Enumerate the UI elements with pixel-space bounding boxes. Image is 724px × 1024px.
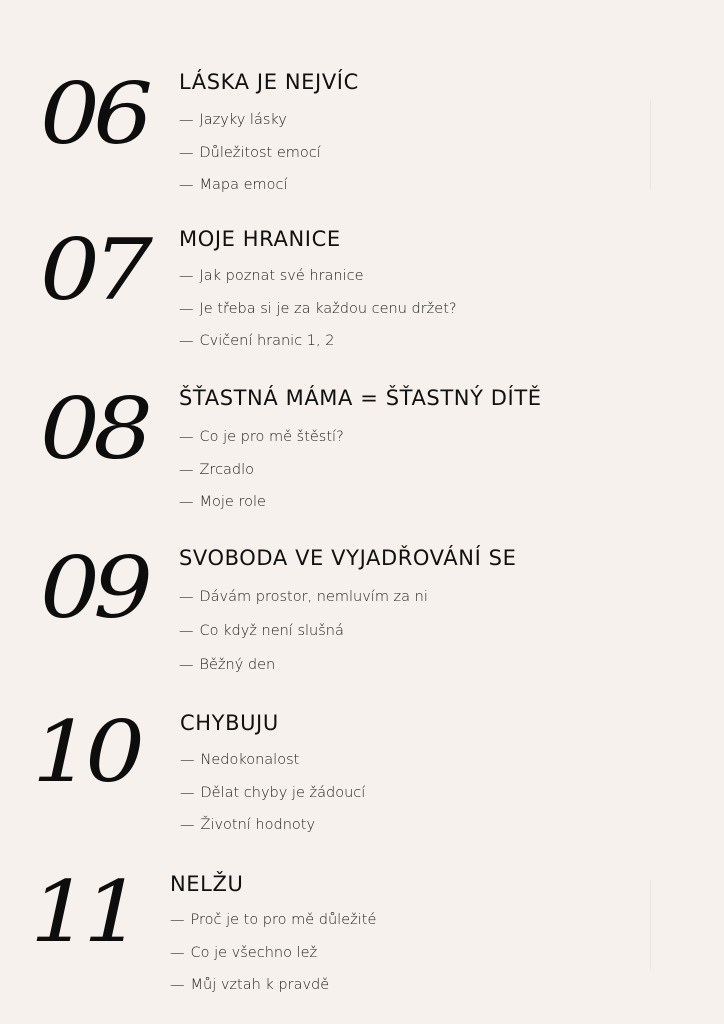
list-item xyxy=(179,655,428,689)
section-number: 09 xyxy=(40,539,147,637)
list-item-label: Co je všechno lež xyxy=(190,944,318,961)
list-item-label: Moje role xyxy=(199,494,266,510)
section-number: 06 xyxy=(40,65,147,163)
section-item-list xyxy=(179,587,428,689)
dash-icon: — xyxy=(179,461,194,478)
list-item xyxy=(179,460,344,493)
dash-icon: — xyxy=(179,333,194,349)
section-number: 11 xyxy=(30,863,137,961)
dash-icon: — xyxy=(179,589,194,605)
dash-icon: — xyxy=(170,912,185,928)
list-item-label: Mapa emocí xyxy=(199,177,288,193)
list-item xyxy=(179,143,321,176)
dash-icon: — xyxy=(180,784,195,801)
dash-icon: — xyxy=(179,144,194,161)
list-item xyxy=(170,943,376,976)
section-title: NELŽU xyxy=(170,872,244,896)
section-item-list xyxy=(179,427,344,525)
list-item xyxy=(179,587,428,621)
list-item xyxy=(179,299,457,332)
list-item-label: Co je pro mě štěstí? xyxy=(199,429,344,445)
dash-icon: — xyxy=(179,657,194,673)
section-item-list xyxy=(180,750,365,848)
dash-icon: — xyxy=(179,268,194,284)
list-item-label: Dělat chyby je žádoucí xyxy=(200,784,366,801)
list-item xyxy=(179,331,457,364)
dash-icon: — xyxy=(180,817,195,833)
dash-icon: — xyxy=(179,112,194,128)
decorative-divider xyxy=(650,880,651,970)
section-item-list xyxy=(179,266,457,364)
dash-icon: — xyxy=(179,177,194,193)
section-number: 10 xyxy=(32,703,139,801)
list-item-label: Běžný den xyxy=(199,657,276,673)
list-item-label: Dávám prostor, nemluvím za ni xyxy=(199,589,428,605)
section-number: 07 xyxy=(40,221,147,319)
list-item xyxy=(179,175,321,208)
section-title: CHYBUJU xyxy=(180,711,279,735)
list-item-label: Nedokonalost xyxy=(200,752,300,768)
section-item-list xyxy=(170,910,376,1008)
list-item-label: Cvičení hranic 1, 2 xyxy=(199,333,335,349)
list-item xyxy=(179,621,428,655)
dash-icon: — xyxy=(179,494,194,510)
section-title: MOJE HRANICE xyxy=(179,227,341,251)
dash-icon: — xyxy=(179,300,194,317)
list-item-label: Zrcadlo xyxy=(199,461,255,478)
section-item-list xyxy=(179,110,321,208)
list-item-label: Jazyky lásky xyxy=(199,112,287,128)
list-item xyxy=(170,910,376,943)
list-item xyxy=(180,815,365,848)
dash-icon: — xyxy=(179,623,194,639)
dash-icon: — xyxy=(170,944,185,961)
dash-icon: — xyxy=(179,429,194,445)
list-item xyxy=(179,266,457,299)
list-item-label: Co když není slušná xyxy=(199,623,344,639)
list-item xyxy=(179,492,344,525)
list-item xyxy=(179,110,321,143)
dash-icon: — xyxy=(170,977,185,993)
section-title: LÁSKA JE NEJVÍC xyxy=(179,70,359,94)
list-item-label: Proč je to pro mě důležité xyxy=(190,912,377,928)
list-item xyxy=(179,427,344,460)
section-title: SVOBODA VE VYJADŘOVÁNÍ SE xyxy=(179,546,517,570)
list-item xyxy=(180,750,365,783)
list-item-label: Jak poznat své hranice xyxy=(199,268,364,284)
list-item-label: Životní hodnoty xyxy=(200,817,316,833)
list-item-label: Důležitost emocí xyxy=(199,144,321,161)
list-item-label: Můj vztah k pravdě xyxy=(190,977,330,993)
dash-icon: — xyxy=(180,752,195,768)
section-title: ŠŤASTNÁ MÁMA = ŠŤASTNÝ DÍTĚ xyxy=(179,386,542,410)
section-number: 08 xyxy=(40,380,147,478)
list-item xyxy=(170,975,376,1008)
list-item-label: Je třeba si je za každou cenu držet? xyxy=(199,300,457,317)
decorative-divider xyxy=(650,100,651,190)
list-item xyxy=(180,783,365,816)
